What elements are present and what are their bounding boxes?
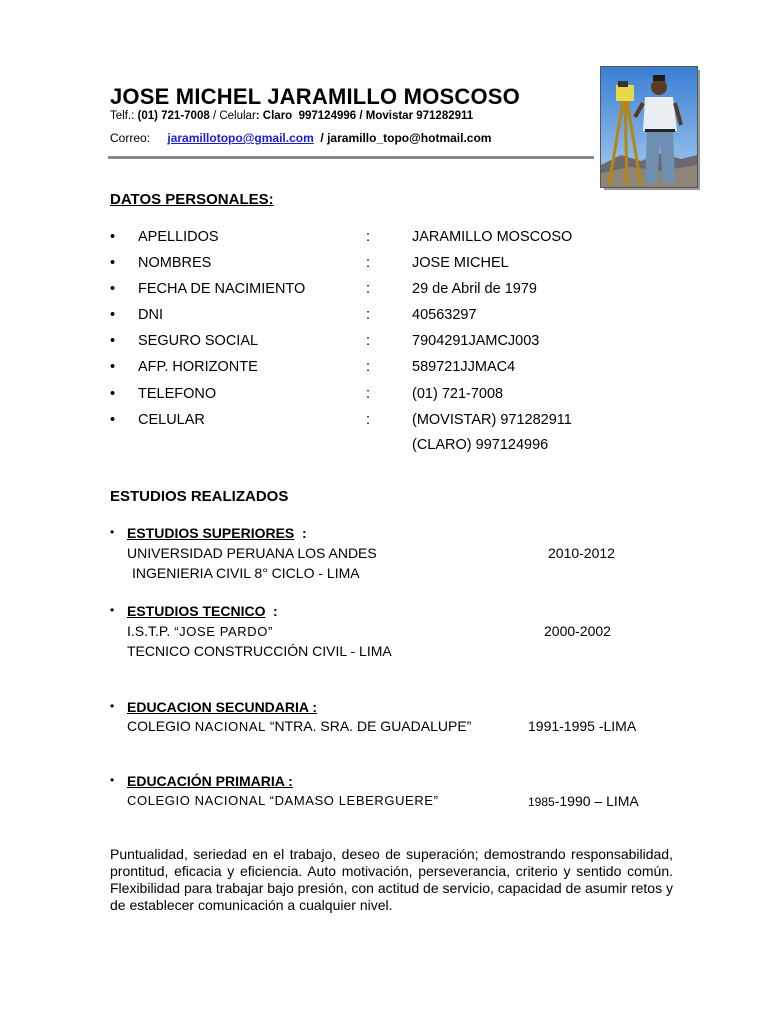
section-title-datos-personales: DATOS PERSONALES: [110,191,274,208]
edu-head: ESTUDIOS SUPERIORES [127,525,295,541]
edu-head: EDUCACIÓN PRIMARIA : [127,773,293,789]
edu-tecnico [110,603,670,663]
edu-school-name: “NTRA. SRA. DE GUADALUPE” [269,718,472,734]
claro-label: : Claro [255,110,293,122]
datos-label: TELEFONO [138,386,217,402]
datos-value: JOSE MICHEL [412,255,509,271]
bullet: • [110,525,115,539]
datos-value: 589721JJMAC4 [412,359,516,375]
datos-colon: : [366,229,371,245]
datos-label: APELLIDOS [138,229,219,245]
datos-value: JARAMILLO MOSCOSO [412,229,573,245]
edu-school-type: NACIONAL [194,719,266,734]
bullet: • [110,699,115,713]
movistar-label: / Movistar [359,110,414,122]
edu-years-end: -1990 – LIMA [554,793,639,809]
edu-school-word: COLEGIO [127,718,191,734]
edu-institution-abbrev: I.S.T.P. [127,623,171,639]
edu-years: 2000-2002 [544,623,611,639]
email-line [110,131,491,145]
edu-line [127,623,273,639]
edu-line [127,718,471,734]
profile-paragraph: Puntualidad, seriedad en el trabajo, deseo de superación; demostrando responsabilidad, prontitud, eficacia y eficiencia. Auto motivación, perseverancia, criterio y sentido común. Flexibilidad para trabajar bajo presión, con actitud de servicio, capacidad de asumir retos y de establecer comunicación a cualquier nivel. [110,846,673,913]
edu-institution-name: “JOSE PARDO” [174,624,273,639]
email-secondary: / jaramillo_topo@hotmail.com [320,131,492,145]
bullet: • [110,773,115,787]
edu-years: 1991-1995 -LIMA [528,718,637,734]
datos-colon: : [366,359,371,375]
edu-superiores [110,525,670,585]
edu-line: UNIVERSIDAD PERUANA LOS ANDES [127,545,377,561]
bullet: • [110,359,116,375]
datos-colon: : [366,412,371,428]
datos-value: (CLARO) 997124996 [412,437,549,453]
mobile-label: / Celular [212,110,256,122]
phone-label: Telf.: [110,110,135,122]
datos-colon: : [366,386,371,402]
datos-label: DNI [138,307,163,323]
datos-label: SEGURO SOCIAL [138,333,259,349]
edu-line: TECNICO CONSTRUCCIÓN CIVIL - LIMA [127,643,392,659]
edu-primaria [110,773,670,813]
email-link-primary[interactable]: jaramillotopo@gmail.com [167,131,314,145]
phone-line [110,110,473,122]
datos-value: 7904291JAMCJ003 [412,333,540,349]
datos-value: (MOVISTAR) 971282911 [412,412,572,428]
datos-value: 40563297 [412,307,477,323]
edu-head-colon: : [302,525,307,541]
edu-line: COLEGIO NACIONAL “DAMASO LEBERGUERE” [127,793,439,808]
datos-colon: : [366,255,371,271]
edu-secundaria [110,699,670,739]
email-label: Correo: [110,131,151,145]
section-title-estudios: ESTUDIOS REALIZADOS [110,488,289,505]
datos-colon: : [366,307,371,323]
person-name: JOSE MICHEL JARAMILLO MOSCOSO [110,84,520,109]
edu-years: 2010-2012 [548,545,615,561]
datos-label: FECHA DE NACIMIENTO [138,281,306,297]
movistar-number: 971282911 [416,110,474,122]
phone-number: (01) 721-7008 [137,110,210,122]
profile-photo-image [601,67,697,187]
bullet: • [110,386,116,402]
edu-years-start: 1985 [528,795,555,809]
profile-photo [600,66,698,188]
edu-head: EDUCACION SECUNDARIA : [127,699,318,715]
datos-value: (01) 721-7008 [412,386,504,402]
bullet: • [110,229,116,245]
bullet: • [110,255,116,271]
datos-value: 29 de Abril de 1979 [412,281,537,297]
datos-colon: : [366,333,371,349]
edu-head: ESTUDIOS TECNICO [127,603,266,619]
bullet: • [110,603,115,617]
bullet: • [110,333,116,349]
datos-label: CELULAR [138,412,205,428]
datos-colon: : [366,281,371,297]
claro-number: 997124996 [298,110,357,122]
bullet: • [110,281,116,297]
datos-label: AFP. HORIZONTE [138,359,258,375]
edu-years [528,793,639,809]
header-divider [108,156,594,159]
edu-line: INGENIERIA CIVIL 8° CICLO - LIMA [132,565,360,581]
bullet: • [110,307,116,323]
datos-label: NOMBRES [138,255,212,271]
bullet: • [110,412,116,428]
edu-head-colon: : [273,603,278,619]
